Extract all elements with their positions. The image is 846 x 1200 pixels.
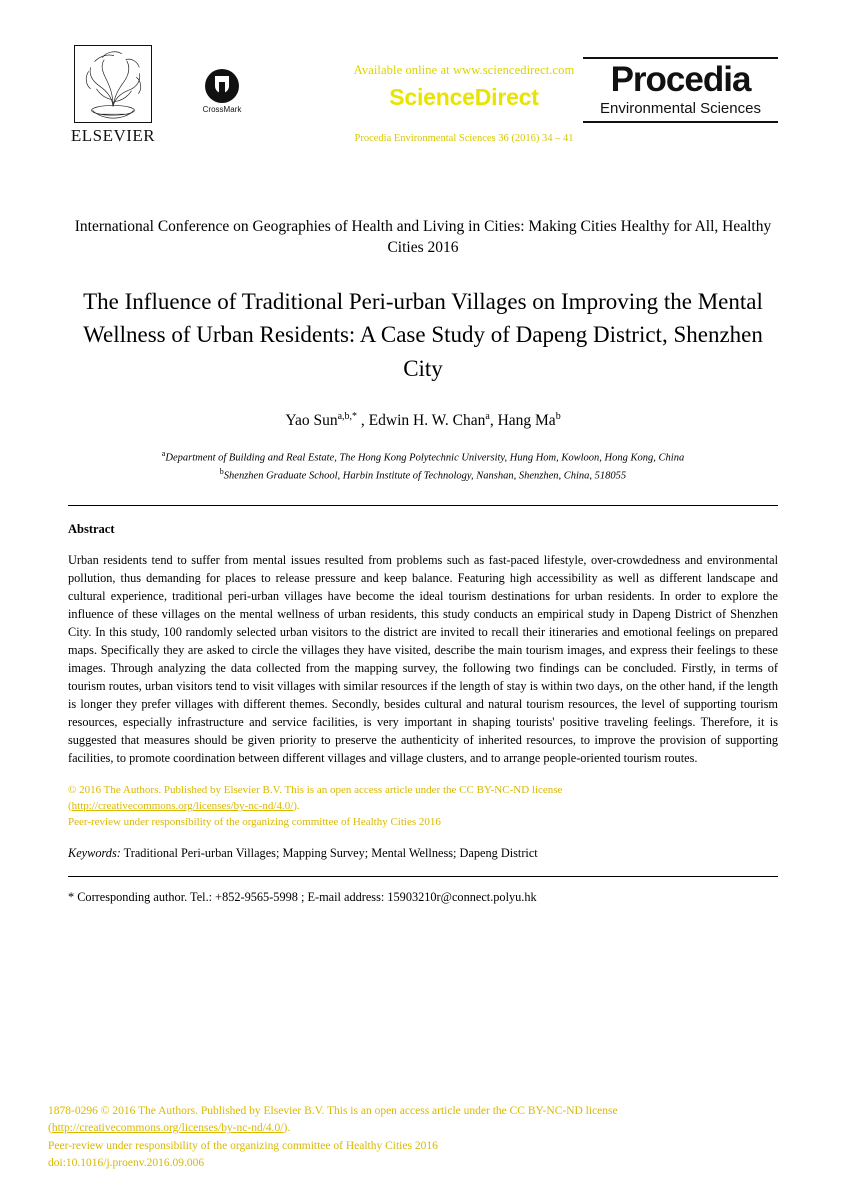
keywords: [68, 846, 778, 861]
affiliation-a: [68, 448, 778, 466]
affiliation-a-text: Department of Building and Real Estate, The Hong Kong Polytechnic University, Hung Hom, Kowloon, Hong Kong, China: [165, 452, 685, 464]
authors-separator-1: , Edwin H. W. Chan: [357, 412, 486, 430]
author-1-affil-marker: a,b,: [337, 410, 353, 422]
affiliations: [68, 448, 778, 485]
sciencedirect-wordmark: ScienceDirect: [389, 84, 539, 110]
procedia-logo: [583, 57, 778, 123]
procedia-rule-top: [583, 57, 778, 59]
footer-license-paren-close: ).: [283, 1122, 291, 1135]
license-paren-close: ).: [293, 800, 300, 813]
conference-name: International Conference on Geographies of Health and Living in Cities: Making Cities Healthy for All, Healthy Cities 2016: [74, 218, 772, 256]
abstract-heading: Abstract: [68, 521, 115, 536]
abstract-text: Urban residents tend to suffer from mental issues resulted from problems such as fast-paced lifestyle, over-crowdedness and environmental pollution, thus demanding for places to release pressure and keep balance. Featuring high accessibility as well as different landscape and cultural experience, traditional peri-urban villages have become the ideal tourism destinations for urban residents. In order to explore the influence of these villages on the mental wellness of urban residents, this study conducts an empirical study in Dapeng District of Shenzhen City. In this study, 100 randomly selected urban visitors to the district are invited to recall their itineraries and emotional feelings on prepared maps. Specifically they are asked to circle the villages they have visited, describe the main tourism images, and express their feelings to these images. Through analyzing the data collected from the mapping survey, the following two findings can be concluded. Firstly, in terms of tourism routes, urban visitors tend to visit villages with similar resources if the length of stay is within two days, on the other hand, if the length is longer they prefer villages with different themes. Secondly, besides cultural and natural tourism resources, the level of supporting tourism resources, especially infrastructure and service facilities, is very important in shaping tourists' positive traveling feelings. Therefore, it is suggested that measures should be given priority to preserve the authenticity of inherited resources, to improve the provision of supporting facilities, to promote coordination between different villages and village clusters, and to arrange people-oriented tourism routes.: [68, 552, 778, 766]
keywords-text: Traditional Peri-urban Villages; Mapping Survey; Mental Wellness; Dapeng District: [120, 846, 538, 861]
keywords-label: Keywords:: [68, 846, 121, 861]
elsevier-logo: [68, 45, 158, 146]
crossmark-label: CrossMark: [202, 105, 242, 114]
elsevier-tree-icon: [74, 45, 152, 123]
crossmark-icon: [205, 69, 239, 103]
procedia-wordmark: Procedia: [610, 60, 751, 99]
affiliation-b: [68, 466, 778, 484]
author-1: Yao Sun: [285, 412, 338, 430]
page-footer: [48, 1103, 798, 1172]
journal-reference: Procedia Environmental Sciences 36 (2016) 34 – 41: [354, 133, 574, 144]
peer-review-line: Peer-review under responsibility of the organizing committee of Healthy Cities 2016: [68, 816, 441, 829]
corresponding-author-note: * Corresponding author. Tel.: +852-9565-5998 ; E-mail address: 15903210r@connect.polyu.hk: [68, 890, 537, 905]
procedia-rule-bottom: [583, 121, 778, 123]
footer-license-link[interactable]: http://creativecommons.org/licenses/by-nc-nd/4.0/: [51, 1122, 284, 1135]
page-title: The Influence of Traditional Peri-urban Villages on Improving the Mental Wellness of Urban Residents: A Case Study of Dapeng District, Shenzhen City: [83, 288, 763, 381]
authors-separator-2: , Hang Ma: [489, 412, 556, 430]
footer-doi[interactable]: doi:10.1016/j.proenv.2016.09.006: [48, 1156, 205, 1169]
author-list: [68, 411, 778, 430]
license-line: [68, 799, 778, 815]
divider-top: [68, 505, 778, 506]
affiliation-b-text: Shenzhen Graduate School, Harbin Institute of Technology, Nanshan, Shenzhen, China, 518055: [223, 470, 627, 482]
copyright-line: © 2016 The Authors. Published by Elsevier B.V. This is an open access article under the CC BY-NC-ND license: [68, 784, 563, 797]
affiliation-a-marker: a: [161, 449, 166, 459]
footer-peer-review-line: Peer-review under responsibility of the organizing committee of Healthy Cities 2016: [48, 1139, 438, 1152]
corresponding-marker: *: [352, 410, 358, 422]
article-page: [0, 45, 846, 1200]
footer-license-paren-open: (: [48, 1122, 52, 1135]
divider-bottom: [68, 876, 778, 877]
available-online-text: Available online at www.sciencedirect.com: [353, 63, 575, 77]
elsevier-wordmark: ELSEVIER: [70, 126, 156, 145]
footer-license-line: [48, 1120, 798, 1137]
crossmark-logo[interactable]: [190, 69, 254, 114]
footer-copyright-line: 1878-0296 © 2016 The Authors. Published by Elsevier B.V. This is an open access article under the CC BY-NC-ND license: [48, 1105, 618, 1117]
author-3-affil-marker: b: [555, 410, 561, 422]
license-paren-open: (: [68, 800, 72, 813]
affiliation-b-marker: b: [219, 467, 224, 477]
masthead: [68, 45, 778, 175]
copyright-block: [68, 783, 778, 831]
author-2-affil-marker: a: [485, 410, 490, 422]
license-link[interactable]: http://creativecommons.org/licenses/by-nc-nd/4.0/: [71, 800, 294, 813]
procedia-subtitle: Environmental Sciences: [600, 99, 761, 117]
